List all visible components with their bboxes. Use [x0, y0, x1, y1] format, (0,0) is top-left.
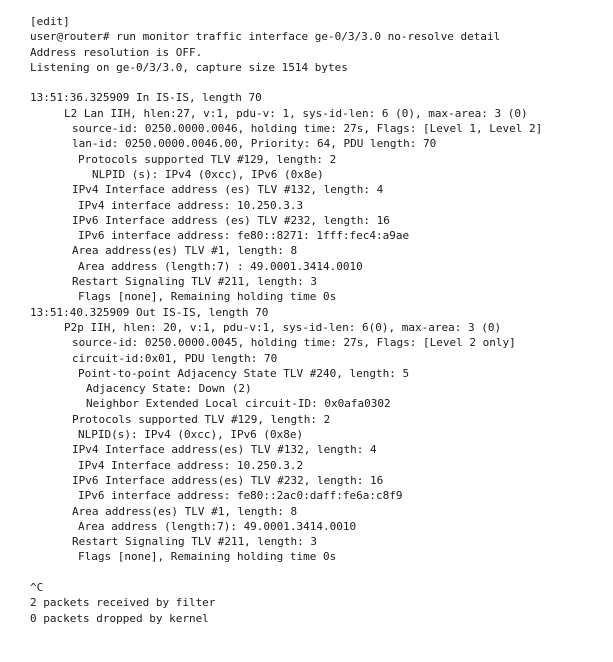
terminal-line: IPv6 Interface address(es) TLV #232, length: 16: [72, 473, 384, 487]
terminal-line: 13:51:40.325909 Out IS-IS, length 70: [30, 305, 269, 319]
terminal-line: [edit]: [30, 15, 70, 28]
terminal-line: Listening on ge-0/3/3.0, capture size 1514 bytes: [30, 60, 348, 74]
terminal-line: Restart Signaling TLV #211, length: 3: [72, 535, 318, 549]
terminal-line: Restart Signaling TLV #211, length: 3: [72, 275, 318, 289]
terminal-line: IPv6 interface address: fe80::2ac0:daff:fe6a:c8f9: [78, 489, 403, 503]
terminal-line: Address resolution is OFF.: [30, 45, 203, 59]
terminal-line: 2 packets received by filter: [30, 596, 216, 610]
terminal-line: source-id: 0250.0000.0046, holding time: 27s, Flags: [Level 1, Level 2]: [72, 122, 543, 136]
terminal-line: IPv6 Interface address (es) TLV #232, length: 16: [72, 213, 390, 227]
terminal-line: IPv4 Interface address (es) TLV #132, length: 4: [72, 183, 384, 197]
terminal-line: Area address (length:7) : 49.0001.3414.0010: [78, 259, 363, 273]
terminal-line: Area address(es) TLV #1, length: 8: [72, 504, 298, 518]
terminal-line: Point-to-point Adjacency State TLV #240, length: 5: [78, 366, 410, 380]
terminal-line: Protocols supported TLV #129, length: 2: [78, 152, 337, 166]
terminal-line: NLPID(s): IPv4 (0xcc), IPv6 (0x8e): [78, 428, 304, 442]
terminal-line: NLPID (s): IPv4 (0xcc), IPv6 (0x8e): [92, 167, 324, 181]
terminal-line: P2p IIH, hlen: 20, v:1, pdu-v:1, sys-id-len: 6(0), max-area: 3 (0): [64, 320, 502, 334]
terminal-line: IPv6 interface address: fe80::8271: 1fff:fec4:a9ae: [78, 229, 410, 243]
terminal-line: Flags [none], Remaining holding time 0s: [78, 290, 337, 304]
terminal-line: circuit-id:0x01, PDU length: 70: [72, 351, 278, 365]
terminal-line: Neighbor Extended Local circuit-ID: 0x0afa0302: [86, 397, 391, 411]
terminal-line: IPv4 interface address: 10.250.3.3: [78, 198, 304, 212]
terminal-line: Area address(es) TLV #1, length: 8: [72, 244, 298, 258]
terminal-output: [0, 14, 613, 626]
terminal-line: [0, 565, 613, 580]
terminal-line: [0, 75, 613, 90]
terminal-line: Flags [none], Remaining holding time 0s: [78, 550, 337, 564]
terminal-line: lan-id: 0250.0000.0046.00, Priority: 64, PDU length: 70: [72, 137, 437, 151]
terminal-line: source-id: 0250.0000.0045, holding time: 27s, Flags: [Level 2 only]: [72, 336, 516, 350]
terminal-line: 13:51:36.325909 In IS-IS, length 70: [30, 91, 262, 105]
terminal-line: IPv4 Interface address: 10.250.3.2: [78, 458, 304, 472]
terminal-line: Adjacency State: Down (2): [86, 382, 252, 396]
terminal-line: Protocols supported TLV #129, length: 2: [72, 412, 331, 426]
terminal-line: 0 packets dropped by kernel: [30, 611, 209, 625]
terminal-line: ^C: [30, 580, 44, 594]
terminal-line: user@router# run monitor traffic interface ge-0/3/3.0 no-resolve detail: [30, 30, 501, 44]
terminal-line: IPv4 Interface address(es) TLV #132, length: 4: [72, 443, 377, 457]
terminal-line: Area address (length:7): 49.0001.3414.0010: [78, 519, 357, 533]
terminal-line: L2 Lan IIH, hlen:27, v:1, pdu-v: 1, sys-id-len: 6 (0), max-area: 3 (0): [64, 106, 528, 120]
